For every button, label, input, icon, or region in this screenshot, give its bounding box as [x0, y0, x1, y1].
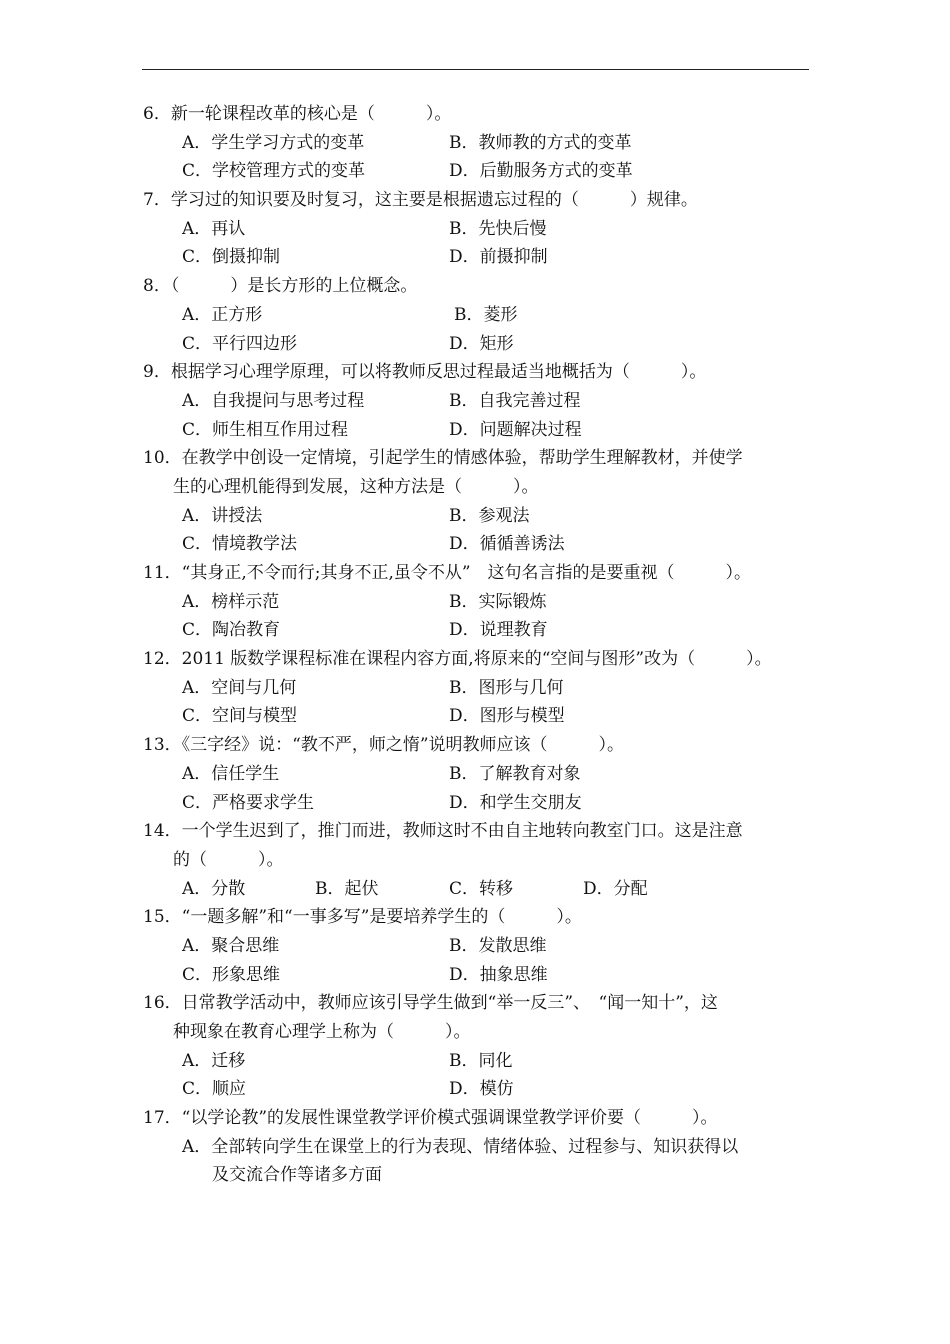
option-b: B．教师教的方式的变革	[449, 132, 632, 153]
option-a: A．聚合思维	[182, 935, 280, 956]
option-a: A．迁移	[182, 1050, 246, 1071]
option-a: A．榜样示范	[182, 591, 280, 612]
options-row	[143, 789, 823, 818]
option-b: B．实际锻炼	[449, 591, 547, 612]
option-c: C．陶冶教育	[182, 620, 281, 641]
question-16: 16．日常教学活动中，教师应该引导学生做到“举一反三”、 “闻一知十”，这	[143, 993, 718, 1014]
option-d: D．说理教育	[449, 620, 548, 641]
option-c: C．空间与模型	[182, 706, 298, 727]
option-a: A．学生学习方式的变革	[182, 132, 365, 153]
question-10: 10．在教学中创设一定情境，引起学生的情感体验，帮助学生理解教材，并使学	[143, 448, 743, 469]
options-row	[143, 588, 823, 617]
options-row	[143, 1161, 823, 1190]
question-16-cont: 种现象在教育心理学上称为（ ）。	[173, 1022, 471, 1042]
option-c: C．转移	[449, 878, 514, 899]
option-c: C．师生相互作用过程	[182, 419, 349, 440]
question-13: 13．《三字经》说：“教不严，师之惰”说明教师应该（ ）。	[143, 735, 625, 756]
options-row	[143, 760, 823, 789]
option-d: D．抽象思维	[449, 964, 548, 985]
options-row	[143, 674, 823, 703]
option-a: A．分散	[182, 878, 246, 899]
option-b: B．参观法	[449, 505, 530, 526]
option-c: C．严格要求学生	[182, 792, 315, 813]
option-a: A．信任学生	[182, 763, 280, 784]
option-b: B．同化	[449, 1050, 513, 1071]
question-6: 6．新一轮课程改革的核心是（ ）。	[143, 104, 452, 124]
options-row	[143, 702, 823, 731]
option-d: D．问题解决过程	[449, 419, 582, 440]
option-a: A．空间与几何	[182, 677, 297, 698]
question-15: 15．“一题多解”和“一事多写”是要培养学生的（ ）。	[143, 907, 582, 928]
question-7: 7．学习过的知识要及时复习，这主要是根据遗忘过程的（ ）规律。	[143, 190, 698, 211]
options-row	[143, 1047, 823, 1076]
option-a: A．正方形	[182, 304, 263, 325]
option-b: B．发散思维	[449, 935, 547, 956]
option-b: B．了解教育对象	[449, 763, 581, 784]
option-d: D．图形与模型	[449, 706, 565, 727]
options-row	[143, 875, 823, 904]
options-row	[143, 932, 823, 961]
options-row	[143, 387, 823, 416]
option-a: A．全部转向学生在课堂上的行为表现、情绪体验、过程参与、知识获得以	[182, 1136, 739, 1157]
question-14-cont: 的（ ）。	[173, 849, 284, 870]
option-a: A．自我提问与思考过程	[182, 390, 365, 411]
option-b: B．自我完善过程	[449, 390, 581, 411]
option-c: C．情境教学法	[182, 534, 298, 555]
option-d: D．循循善诱法	[449, 534, 565, 555]
option-d: D．后勤服务方式的变革	[449, 161, 633, 182]
options-row	[143, 157, 823, 186]
option-d: D．模仿	[449, 1079, 514, 1100]
question-9: 9．根据学习心理学原理，可以将教师反思过程最适当地概括为（ ）。	[143, 362, 707, 383]
option-d: D．分配	[583, 878, 648, 899]
options-row	[143, 1075, 823, 1104]
question-17: 17．“以学论教”的发展性课堂教学评价模式强调课堂教学评价要（ ）。	[143, 1108, 718, 1129]
option-d: D．和学生交朋友	[449, 792, 582, 813]
question-14: 14．一个学生迟到了，推门而进，教师这时不由自主地转向教室门口。这是注意	[143, 821, 743, 842]
option-c: C．平行四边形	[182, 333, 298, 354]
option-b: B．先快后慢	[449, 218, 547, 239]
option-a: A．再认	[182, 218, 246, 239]
options-row	[143, 416, 823, 445]
question-11: 11．“其身正,不令而行;其身不正,虽令不从” 这句名言指的是要重视（ ）。	[143, 563, 752, 583]
options-row	[143, 1133, 823, 1162]
options-row	[143, 215, 823, 244]
option-b: B．起伏	[315, 878, 379, 899]
options-row	[143, 330, 823, 359]
question-10-cont: 生的心理机能得到发展，这种方法是（ ）。	[173, 476, 539, 497]
question-12: 12．2011 版数学课程标准在课程内容方面,将原来的“空间与图形”改为（ ）。	[143, 649, 772, 670]
option-a-cont: 及交流合作等诸多方面	[212, 1165, 382, 1186]
options-row	[143, 301, 823, 330]
option-a: A．讲授法	[182, 505, 263, 526]
option-c: C．学校管理方式的变革	[182, 161, 366, 182]
options-row	[143, 616, 823, 645]
options-row	[143, 129, 823, 158]
option-b: B．菱形	[454, 304, 518, 325]
options-row	[143, 502, 823, 531]
option-c: C．倒摄抑制	[182, 247, 281, 268]
option-c: C．顺应	[182, 1079, 247, 1100]
options-row	[143, 961, 823, 990]
options-row	[143, 530, 823, 559]
options-row	[143, 243, 823, 272]
option-d: D．矩形	[449, 333, 514, 354]
question-list	[143, 100, 823, 1190]
option-b: B．图形与几何	[449, 677, 564, 698]
question-8: 8．（ ）是长方形的上位概念。	[143, 276, 418, 297]
header-rule	[142, 69, 809, 70]
option-c: C．形象思维	[182, 964, 281, 985]
option-d: D．前摄抑制	[449, 247, 548, 268]
